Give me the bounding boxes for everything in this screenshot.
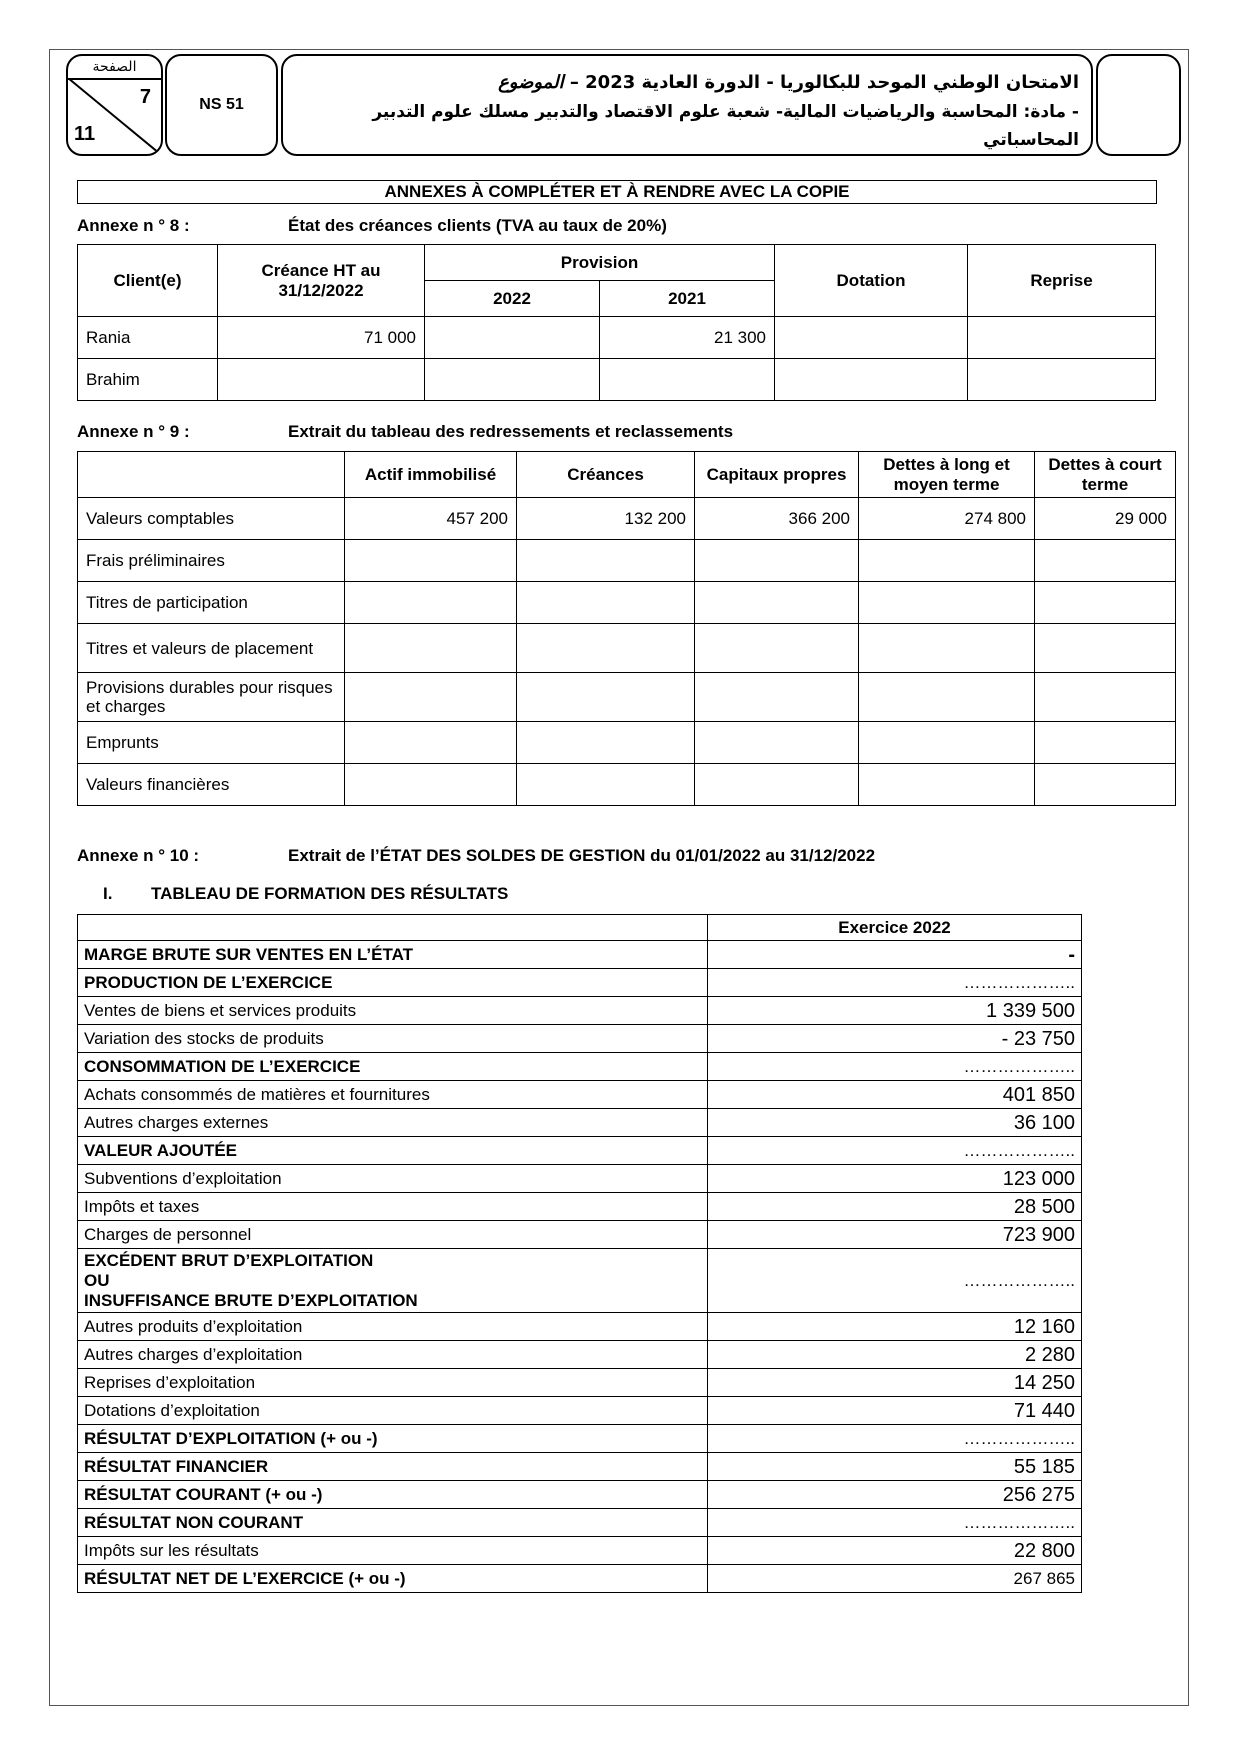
row-label: Emprunts (78, 722, 345, 764)
input-cell[interactable] (345, 582, 517, 624)
input-cell[interactable] (859, 673, 1035, 722)
value-cell: 123 000 (708, 1165, 1082, 1193)
value-cell: 401 850 (708, 1081, 1082, 1109)
row-label: VALEUR AJOUTÉE (78, 1137, 708, 1165)
table-row (78, 624, 1176, 673)
header-empty (78, 452, 345, 498)
dotation-cell[interactable] (775, 317, 968, 359)
row-label: Variation des stocks de produits (78, 1025, 708, 1053)
header-capitaux-propres: Capitaux propres (695, 452, 859, 498)
table-row (78, 1565, 1082, 1593)
input-cell[interactable] (517, 624, 695, 673)
row-label: CONSOMMATION DE L’EXERCICE (78, 1053, 708, 1081)
value-cell: 267 865 (708, 1565, 1082, 1593)
annex10-label: Annexe n ° 10 : (77, 846, 200, 865)
annex8-table (77, 244, 1156, 401)
creance-cell[interactable] (218, 359, 425, 401)
exam-code: NS 51 (199, 96, 244, 113)
input-cell[interactable] (345, 540, 517, 582)
value-cell: 1 339 500 (708, 997, 1082, 1025)
table-row (78, 722, 1176, 764)
table-row (78, 359, 1156, 401)
table-row (78, 1481, 1082, 1509)
table-row (78, 1369, 1082, 1397)
row-label: RÉSULTAT D’EXPLOITATION (+ ou -) (78, 1425, 708, 1453)
table-row (78, 1193, 1082, 1221)
input-cell[interactable] (1035, 582, 1176, 624)
table-row (78, 969, 1082, 997)
annex10-title: Extrait de l’ÉTAT DES SOLDES DE GESTION du 01/01/2022 au 31/12/2022 (288, 846, 876, 865)
row-label: RÉSULTAT COURANT (+ ou -) (78, 1481, 708, 1509)
table-row (78, 1221, 1082, 1249)
header-year-2021: 2021 (600, 281, 775, 317)
exam-title-subject-tag: الموضوع (498, 72, 564, 93)
annex9-table (77, 451, 1176, 806)
header-year-2022: 2022 (425, 281, 600, 317)
input-cell[interactable] (345, 764, 517, 806)
table-row (78, 498, 1176, 540)
row-label: EXCÉDENT BRUT D’EXPLOITATION OU INSUFFISANCE BRUTE D’EXPLOITATION (78, 1249, 708, 1313)
annex10-table (77, 914, 1082, 1593)
input-cell[interactable] (1035, 540, 1176, 582)
table-row (78, 1509, 1082, 1537)
row-label: Impôts sur les résultats (78, 1537, 708, 1565)
table-row (78, 540, 1176, 582)
table-row (78, 1341, 1082, 1369)
page-label: الصفحة (68, 56, 161, 80)
client-name: Rania (78, 317, 218, 359)
table-row (78, 673, 1176, 722)
header-reprise: Reprise (968, 245, 1156, 317)
provision-2021-cell[interactable] (600, 359, 775, 401)
table-row (78, 1425, 1082, 1453)
header-dettes-court-terme: Dettes à court terme (1035, 452, 1176, 498)
table-row (78, 764, 1176, 806)
table-row (78, 997, 1082, 1025)
header-provision: Provision (425, 245, 775, 281)
answer-cell[interactable]: ……………….. (708, 969, 1082, 997)
header-client: Client(e) (78, 245, 218, 317)
row-label: RÉSULTAT NON COURANT (78, 1509, 708, 1537)
input-cell[interactable] (345, 673, 517, 722)
table-row (78, 1165, 1082, 1193)
row-label: Valeurs comptables (78, 498, 345, 540)
input-cell[interactable] (695, 624, 859, 673)
input-cell[interactable] (859, 764, 1035, 806)
creance-value: 71 000 (218, 317, 425, 359)
row-label: Charges de personnel (78, 1221, 708, 1249)
answer-cell[interactable]: ……………….. (708, 1509, 1082, 1537)
annex9-heading (77, 422, 734, 442)
value-cell: 28 500 (708, 1193, 1082, 1221)
exam-title-box (281, 54, 1093, 156)
exam-title-line1 (283, 68, 1079, 98)
row-label: Impôts et taxes (78, 1193, 708, 1221)
value-cell: 12 160 (708, 1313, 1082, 1341)
row-label: Dotations d’exploitation (78, 1397, 708, 1425)
exam-title-line2: - مادة: المحاسبة والرياضيات المالية- شعبة علوم الاقتصاد والتدبير مسلك علوم التدبير المحاسباتي (372, 102, 1079, 150)
annex9-label: Annexe n ° 9 : (77, 422, 190, 441)
header-dotation: Dotation (775, 245, 968, 317)
value-cell: 14 250 (708, 1369, 1082, 1397)
row-label: PRODUCTION DE L’EXERCICE (78, 969, 708, 997)
value-cell: 256 275 (708, 1481, 1082, 1509)
table-row (78, 1137, 1082, 1165)
row-label: RÉSULTAT FINANCIER (78, 1453, 708, 1481)
row-label: Achats consommés de matières et fournitures (78, 1081, 708, 1109)
reprise-cell[interactable] (968, 359, 1156, 401)
value-cell: 274 800 (859, 498, 1035, 540)
table-row (78, 1249, 1082, 1313)
annex8-heading (77, 216, 667, 236)
table-row (78, 1537, 1082, 1565)
grade-box (1096, 54, 1181, 156)
value-cell: 36 100 (708, 1109, 1082, 1137)
value-cell: 366 200 (695, 498, 859, 540)
value-cell: 22 800 (708, 1537, 1082, 1565)
input-cell[interactable] (517, 673, 695, 722)
provision-2022-cell[interactable] (425, 317, 600, 359)
page-current: 7 (139, 86, 151, 108)
row-label: MARGE BRUTE SUR VENTES EN L’ÉTAT (78, 941, 708, 969)
section-title: ANNEXES À COMPLÉTER ET À RENDRE AVEC LA COPIE (77, 180, 1157, 204)
input-cell[interactable] (1035, 673, 1176, 722)
provision-2021-value: 21 300 (600, 317, 775, 359)
exam-code-box (165, 54, 278, 156)
input-cell[interactable] (859, 722, 1035, 764)
input-cell[interactable] (1035, 624, 1176, 673)
header-dettes-long-terme: Dettes à long et moyen terme (859, 452, 1035, 498)
input-cell[interactable] (517, 764, 695, 806)
annex8-title: État des créances clients (TVA au taux de 20%) (288, 216, 667, 235)
annex9-title: Extrait du tableau des redressements et reclassements (288, 422, 734, 441)
input-cell[interactable] (695, 540, 859, 582)
input-cell[interactable] (345, 722, 517, 764)
annex10-subtitle (103, 884, 509, 904)
row-label: Autres charges d’exploitation (78, 1341, 708, 1369)
answer-cell[interactable]: ……………….. (708, 1137, 1082, 1165)
table-row (78, 1453, 1082, 1481)
input-cell[interactable] (517, 582, 695, 624)
value-cell: 29 000 (1035, 498, 1176, 540)
value-cell: 55 185 (708, 1453, 1082, 1481)
answer-cell[interactable]: ……………….. (708, 1425, 1082, 1453)
header-empty-cell (78, 915, 708, 941)
input-cell[interactable] (345, 624, 517, 673)
value-cell: 457 200 (345, 498, 517, 540)
value-cell: - 23 750 (708, 1025, 1082, 1053)
answer-cell[interactable]: ……………….. (708, 1249, 1082, 1313)
table-row (78, 1053, 1082, 1081)
input-cell[interactable] (1035, 722, 1176, 764)
row-label: Ventes de biens et services produits (78, 997, 708, 1025)
header-actif-immobilise: Actif immobilisé (345, 452, 517, 498)
row-label: Autres charges externes (78, 1109, 708, 1137)
row-label: Autres produits d’exploitation (78, 1313, 708, 1341)
table-row (78, 1313, 1082, 1341)
table-row (78, 317, 1156, 359)
input-cell[interactable] (695, 722, 859, 764)
subtitle-number: I. (103, 884, 113, 903)
table-row (78, 941, 1082, 969)
input-cell[interactable] (859, 540, 1035, 582)
row-label: Subventions d’exploitation (78, 1165, 708, 1193)
dotation-cell[interactable] (775, 359, 968, 401)
row-label: RÉSULTAT NET DE L’EXERCICE (+ ou -) (78, 1565, 708, 1593)
row-label: Titres et valeurs de placement (78, 624, 345, 673)
table-row (78, 1397, 1082, 1425)
exam-title-session: الامتحان الوطني الموحد للبكالوريا - الدورة العادية 2023 – (569, 72, 1079, 93)
page-number-box (66, 54, 163, 156)
input-cell[interactable] (859, 582, 1035, 624)
row-label: Reprises d’exploitation (78, 1369, 708, 1397)
header-creances: Créances (517, 452, 695, 498)
answer-cell[interactable]: ……………….. (708, 1053, 1082, 1081)
value-cell: 2 280 (708, 1341, 1082, 1369)
subtitle-text: TABLEAU DE FORMATION DES RÉSULTATS (151, 884, 509, 903)
value-cell: - (708, 941, 1082, 969)
reprise-cell[interactable] (968, 317, 1156, 359)
table-row (78, 582, 1176, 624)
input-cell[interactable] (517, 722, 695, 764)
value-cell: 132 200 (517, 498, 695, 540)
input-cell[interactable] (695, 673, 859, 722)
table-row (78, 1025, 1082, 1053)
row-label: Frais préliminaires (78, 540, 345, 582)
row-label: Titres de participation (78, 582, 345, 624)
input-cell[interactable] (695, 582, 859, 624)
table-row (78, 1081, 1082, 1109)
value-cell: 723 900 (708, 1221, 1082, 1249)
page-total: 11 (74, 123, 96, 145)
input-cell[interactable] (517, 540, 695, 582)
header-exercice: Exercice 2022 (708, 915, 1082, 941)
input-cell[interactable] (859, 624, 1035, 673)
provision-2022-cell[interactable] (425, 359, 600, 401)
annex10-heading (77, 846, 876, 866)
input-cell[interactable] (1035, 764, 1176, 806)
client-name: Brahim (78, 359, 218, 401)
annex8-label: Annexe n ° 8 : (77, 216, 190, 235)
input-cell[interactable] (695, 764, 859, 806)
header-creance: Créance HT au 31/12/2022 (218, 245, 425, 317)
table-row (78, 1109, 1082, 1137)
value-cell: 71 440 (708, 1397, 1082, 1425)
row-label: Valeurs financières (78, 764, 345, 806)
row-label: Provisions durables pour risques et charges (78, 673, 345, 722)
